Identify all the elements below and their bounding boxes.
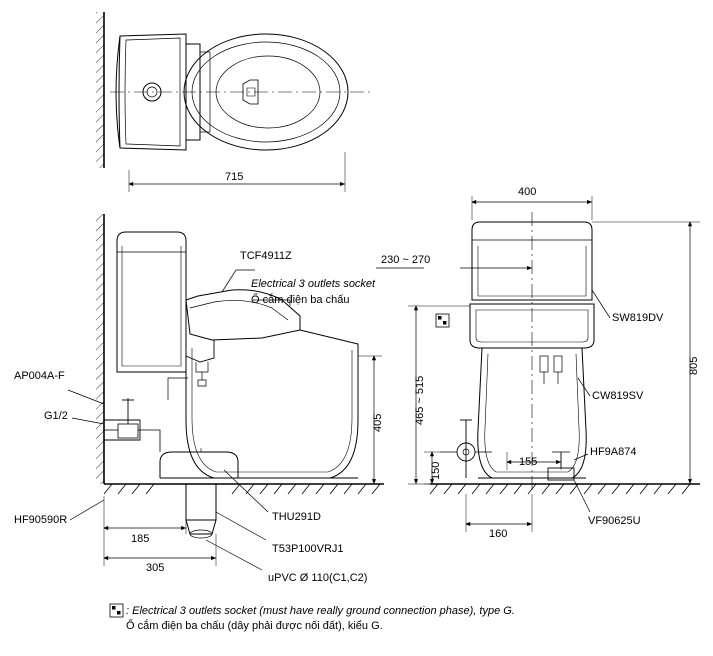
dim-405: 405 (372, 413, 384, 432)
dim-465-515: 465 ~ 515 (414, 375, 426, 425)
label-g12: G1/2 (44, 410, 68, 422)
label-ap004a-f: AP004A-F (14, 370, 65, 382)
dim-155: 155 (519, 456, 538, 468)
label-upvc: uPVC Ø 110(C1,C2) (268, 572, 368, 584)
label-cw819sv: CW819SV (592, 390, 644, 402)
dim-160: 160 (489, 528, 508, 540)
legend-line-en: : Electrical 3 outlets socket (must have really ground connection phase), type G. (126, 605, 515, 617)
label-vf90625u: VF90625U (588, 515, 641, 527)
label-t53p100vrj1: T53P100VRJ1 (272, 543, 344, 555)
legend-block (126, 604, 515, 634)
dim-400: 400 (518, 186, 537, 198)
dim-715: 715 (225, 171, 244, 183)
label-socket-vi: Ổ cắm điện ba chấu (251, 294, 350, 306)
dim-230-270: 230 ~ 270 (381, 254, 431, 266)
label-socket-en: Electrical 3 outlets socket (251, 278, 376, 290)
dim-805: 805 (688, 356, 700, 375)
label-thu291d: THU291D (272, 511, 321, 523)
legend-line-vi: Ổ cắm điện ba chấu (dây phải được nối đất), kiểu G. (126, 620, 383, 632)
label-sw819dv: SW819DV (612, 312, 664, 324)
label-hf9a874: HF9A874 (590, 446, 637, 458)
dim-150: 150 (430, 461, 442, 480)
label-tcf4911z: TCF4911Z (240, 250, 292, 262)
dim-305: 305 (146, 562, 165, 574)
label-hf90590r: HF90590R (14, 514, 68, 526)
dim-185: 185 (131, 533, 150, 545)
